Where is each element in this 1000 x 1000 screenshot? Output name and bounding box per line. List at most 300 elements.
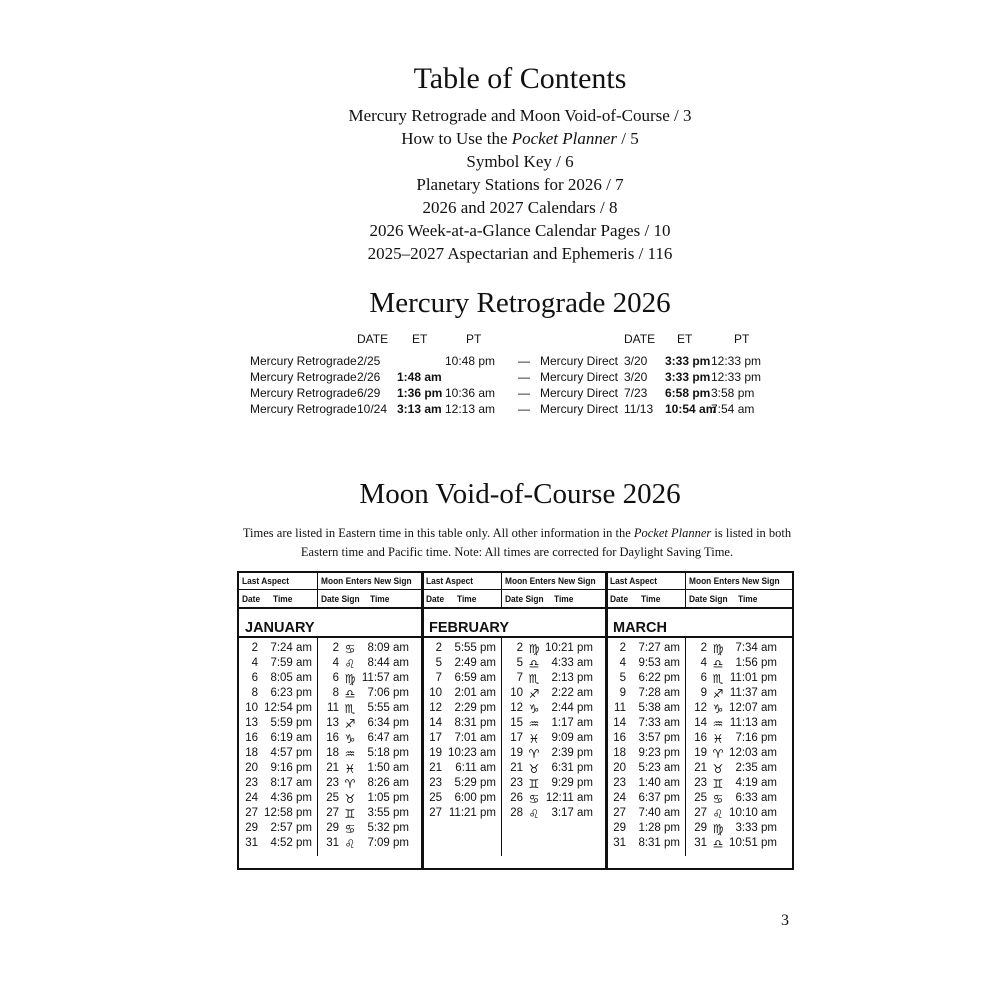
mercury-cell-r-date: 2/26 bbox=[357, 370, 381, 384]
header-subdivider bbox=[317, 573, 318, 607]
enter-time: 1:17 am bbox=[551, 717, 593, 729]
void-row bbox=[423, 792, 607, 807]
aspect-date: 6 bbox=[251, 672, 258, 684]
enter-date: 6 bbox=[332, 672, 339, 684]
enter-time: 3:55 pm bbox=[367, 807, 409, 819]
aspect-date: 14 bbox=[613, 717, 626, 729]
aspect-time: 2:01 am bbox=[454, 687, 496, 699]
header-divider bbox=[239, 607, 423, 609]
aspect-time: 2:49 am bbox=[454, 657, 496, 669]
aspect-date: 18 bbox=[613, 747, 626, 759]
void-row bbox=[239, 822, 423, 837]
sign-icon: ♋ bbox=[528, 792, 540, 806]
toc-item-text: How to Use the bbox=[401, 129, 512, 148]
toc-item bbox=[0, 196, 1000, 219]
mercury-cell-dash: — bbox=[518, 354, 530, 368]
void-row bbox=[239, 732, 423, 747]
sign-icon: ♎ bbox=[712, 837, 724, 851]
enter-time: 11:13 am bbox=[729, 717, 777, 729]
aspect-time: 5:59 pm bbox=[270, 717, 312, 729]
aspect-time: 5:29 pm bbox=[454, 777, 496, 789]
aspect-time: 5:38 am bbox=[638, 702, 680, 714]
header-moon-enters: Moon Enters New Sign bbox=[505, 576, 596, 587]
header-time2: Time bbox=[738, 594, 758, 605]
void-row bbox=[607, 657, 792, 672]
enter-date: 6 bbox=[700, 672, 707, 684]
moon-void-note bbox=[236, 524, 798, 562]
enter-date: 21 bbox=[694, 762, 707, 774]
aspect-date: 17 bbox=[429, 732, 442, 744]
aspect-date: 29 bbox=[245, 822, 258, 834]
void-row bbox=[239, 747, 423, 762]
sign-icon: ♍ bbox=[712, 642, 724, 656]
aspect-date: 27 bbox=[429, 807, 442, 819]
mercury-cell-dash: — bbox=[518, 370, 530, 384]
aspect-date: 25 bbox=[429, 792, 442, 804]
void-row bbox=[423, 762, 607, 777]
enter-date: 14 bbox=[694, 717, 707, 729]
sign-icon: ♒ bbox=[344, 747, 356, 761]
month-rows bbox=[607, 642, 792, 852]
aspect-date: 24 bbox=[613, 792, 626, 804]
header-time2: Time bbox=[554, 594, 574, 605]
void-row bbox=[239, 657, 423, 672]
sign-icon: ♑ bbox=[712, 702, 724, 716]
mercury-cell-d-et: 3:33 pm bbox=[665, 354, 711, 368]
moon-void-table bbox=[237, 571, 794, 870]
header-divider bbox=[607, 607, 792, 609]
sign-icon: ♑ bbox=[528, 702, 540, 716]
aspect-time: 1:28 pm bbox=[638, 822, 680, 834]
enter-date: 23 bbox=[326, 777, 339, 789]
enter-time: 8:09 am bbox=[367, 642, 409, 654]
enter-time: 9:09 am bbox=[551, 732, 593, 744]
toc-item bbox=[0, 173, 1000, 196]
sign-icon: ♒ bbox=[528, 717, 540, 731]
month-divider bbox=[423, 636, 607, 638]
enter-time: 12:03 am bbox=[729, 747, 777, 759]
header-date: Date bbox=[610, 594, 629, 605]
sign-icon: ♓ bbox=[712, 732, 724, 746]
mercury-cell-d-label: Mercury Direct bbox=[540, 354, 619, 368]
enter-date: 12 bbox=[510, 702, 523, 714]
aspect-time: 7:28 am bbox=[638, 687, 680, 699]
mercury-header-et: ET bbox=[412, 332, 428, 346]
aspect-time: 9:16 pm bbox=[270, 762, 312, 774]
mercury-cell-dash: — bbox=[518, 402, 530, 416]
sign-icon: ♌ bbox=[528, 807, 540, 821]
aspect-time: 8:31 pm bbox=[454, 717, 496, 729]
enter-date: 7 bbox=[516, 672, 523, 684]
enter-date: 19 bbox=[510, 747, 523, 759]
aspect-time: 9:23 pm bbox=[638, 747, 680, 759]
enter-time: 7:06 pm bbox=[367, 687, 409, 699]
header-subdivider bbox=[685, 573, 686, 607]
aspect-date: 16 bbox=[613, 732, 626, 744]
enter-time: 3:17 am bbox=[551, 807, 593, 819]
enter-time: 10:51 pm bbox=[729, 837, 777, 849]
header-divider bbox=[607, 589, 792, 590]
sign-icon: ♑ bbox=[344, 732, 356, 746]
mercury-header-date: DATE bbox=[624, 332, 656, 346]
aspect-date: 24 bbox=[245, 792, 258, 804]
enter-time: 12:07 am bbox=[729, 702, 777, 714]
enter-time: 1:05 pm bbox=[367, 792, 409, 804]
mercury-cell-r-label: Mercury Retrograde bbox=[250, 354, 357, 368]
header-last-aspect: Last Aspect bbox=[610, 576, 658, 587]
toc-item bbox=[0, 127, 1000, 150]
enter-time: 7:09 pm bbox=[367, 837, 409, 849]
enter-time: 11:01 pm bbox=[729, 672, 777, 684]
enter-time: 4:19 am bbox=[735, 777, 777, 789]
enter-time: 2:35 am bbox=[735, 762, 777, 774]
sign-icon: ♒ bbox=[712, 717, 724, 731]
aspect-date: 18 bbox=[245, 747, 258, 759]
aspect-time: 6:23 pm bbox=[270, 687, 312, 699]
aspect-time: 7:27 am bbox=[638, 642, 680, 654]
sign-icon: ♊ bbox=[344, 807, 356, 821]
mercury-header-pt: PT bbox=[734, 332, 750, 346]
aspect-time: 2:29 pm bbox=[454, 702, 496, 714]
aspect-date: 5 bbox=[435, 657, 442, 669]
aspect-date: 2 bbox=[435, 642, 442, 654]
enter-date: 29 bbox=[326, 822, 339, 834]
aspect-date: 19 bbox=[429, 747, 442, 759]
sign-icon: ♓ bbox=[528, 732, 540, 746]
enter-time: 12:11 am bbox=[545, 792, 593, 804]
enter-date: 31 bbox=[694, 837, 707, 849]
enter-time: 1:50 am bbox=[367, 762, 409, 774]
void-row bbox=[239, 792, 423, 807]
header-last-aspect: Last Aspect bbox=[426, 576, 474, 587]
enter-date: 9 bbox=[700, 687, 707, 699]
toc-item-text: 2025–2027 Aspectarian and Ephemeris / 116 bbox=[367, 244, 673, 263]
void-row bbox=[239, 642, 423, 657]
aspect-time: 6:37 pm bbox=[638, 792, 680, 804]
aspect-date: 13 bbox=[245, 717, 258, 729]
header-divider bbox=[423, 607, 607, 609]
mercury-cell-d-date: 7/23 bbox=[624, 386, 648, 400]
aspect-date: 4 bbox=[251, 657, 258, 669]
void-row bbox=[607, 762, 792, 777]
enter-time: 6:34 pm bbox=[367, 717, 409, 729]
toc-item bbox=[0, 104, 1000, 127]
mercury-cell-r-label: Mercury Retrograde bbox=[250, 386, 357, 400]
enter-date: 23 bbox=[510, 777, 523, 789]
header-time: Time bbox=[641, 594, 661, 605]
sign-icon: ♓ bbox=[344, 762, 356, 776]
mercury-retrograde-title: Mercury Retrograde 2026 bbox=[369, 287, 671, 319]
enter-date: 17 bbox=[510, 732, 523, 744]
month-rows bbox=[239, 642, 423, 852]
sign-icon: ♉ bbox=[712, 762, 724, 776]
aspect-date: 12 bbox=[429, 702, 442, 714]
aspect-time: 9:53 am bbox=[638, 657, 680, 669]
aspect-date: 23 bbox=[613, 777, 626, 789]
void-row bbox=[423, 807, 607, 822]
aspect-date: 21 bbox=[429, 762, 442, 774]
sign-icon: ♋ bbox=[712, 792, 724, 806]
mercury-cell-r-pt: 12:13 am bbox=[445, 402, 496, 416]
sign-icon: ♋ bbox=[344, 822, 356, 836]
enter-time: 1:56 pm bbox=[735, 657, 777, 669]
enter-time: 8:26 am bbox=[367, 777, 409, 789]
header-time: Time bbox=[457, 594, 477, 605]
header-moon-enters: Moon Enters New Sign bbox=[321, 576, 412, 587]
toc-item-text: Planetary Stations for 2026 / 7 bbox=[416, 175, 624, 194]
void-row bbox=[423, 732, 607, 747]
aspect-time: 4:52 pm bbox=[270, 837, 312, 849]
sign-icon: ♉ bbox=[528, 762, 540, 776]
header-date: Date bbox=[426, 594, 445, 605]
aspect-time: 11:21 pm bbox=[448, 807, 496, 819]
enter-time: 6:33 am bbox=[735, 792, 777, 804]
mercury-cell-d-pt: 12:33 pm bbox=[711, 354, 762, 368]
enter-time: 6:47 am bbox=[367, 732, 409, 744]
mercury-header-date: DATE bbox=[357, 332, 389, 346]
header-subdivider bbox=[501, 573, 502, 607]
aspect-date: 2 bbox=[619, 642, 626, 654]
aspect-date: 31 bbox=[613, 837, 626, 849]
enter-date: 25 bbox=[326, 792, 339, 804]
sign-icon: ♈ bbox=[712, 747, 724, 761]
month-name: FEBRUARY bbox=[429, 620, 510, 636]
toc-title: Table of Contents bbox=[413, 62, 627, 95]
enter-time: 2:44 pm bbox=[551, 702, 593, 714]
sign-icon: ♏ bbox=[344, 702, 356, 716]
aspect-time: 5:23 am bbox=[638, 762, 680, 774]
void-row bbox=[607, 672, 792, 687]
month-column bbox=[607, 573, 792, 868]
mercury-cell-d-date: 3/20 bbox=[624, 370, 648, 384]
enter-date: 26 bbox=[510, 792, 523, 804]
void-row bbox=[607, 717, 792, 732]
enter-time: 11:57 am bbox=[361, 672, 409, 684]
header-date-sign: Date Sign bbox=[689, 594, 728, 605]
month-divider bbox=[607, 636, 792, 638]
enter-date: 13 bbox=[326, 717, 339, 729]
void-row bbox=[239, 762, 423, 777]
enter-date: 8 bbox=[332, 687, 339, 699]
void-row bbox=[607, 687, 792, 702]
aspect-date: 7 bbox=[435, 672, 442, 684]
mercury-cell-r-et: 3:13 am bbox=[397, 402, 442, 416]
enter-date: 21 bbox=[510, 762, 523, 774]
void-row bbox=[607, 747, 792, 762]
void-row bbox=[607, 822, 792, 837]
enter-date: 16 bbox=[326, 732, 339, 744]
header-divider bbox=[423, 589, 607, 590]
enter-date: 27 bbox=[326, 807, 339, 819]
void-row bbox=[607, 642, 792, 657]
aspect-time: 8:31 pm bbox=[638, 837, 680, 849]
aspect-time: 12:54 pm bbox=[264, 702, 312, 714]
note-text-2: is listed in both Eastern time and Pacific time. Note: All times are corrected for Daylight Saving Time. bbox=[300, 526, 792, 559]
sign-icon: ♐ bbox=[712, 687, 724, 701]
aspect-time: 6:19 am bbox=[270, 732, 312, 744]
toc-item-text: Symbol Key / 6 bbox=[466, 152, 574, 171]
enter-date: 11 bbox=[327, 702, 339, 714]
mercury-cell-d-et: 3:33 pm bbox=[665, 370, 711, 384]
month-column bbox=[423, 573, 607, 868]
toc-item-italic: Pocket Planner bbox=[511, 129, 617, 148]
header-date: Date bbox=[242, 594, 261, 605]
aspect-date: 20 bbox=[245, 762, 258, 774]
aspect-date: 27 bbox=[245, 807, 258, 819]
month-rows bbox=[423, 642, 607, 822]
enter-date: 2 bbox=[700, 642, 707, 654]
aspect-date: 27 bbox=[613, 807, 626, 819]
sign-icon: ♍ bbox=[528, 642, 540, 656]
month-name: JANUARY bbox=[245, 620, 315, 636]
mercury-cell-r-date: 6/29 bbox=[357, 386, 381, 400]
enter-time: 7:34 am bbox=[735, 642, 777, 654]
mercury-cell-d-et: 10:54 am bbox=[665, 402, 717, 416]
enter-date: 4 bbox=[332, 657, 339, 669]
void-row bbox=[423, 657, 607, 672]
header-date-sign: Date Sign bbox=[321, 594, 360, 605]
sign-icon: ♉ bbox=[344, 792, 356, 806]
aspect-time: 12:58 pm bbox=[264, 807, 312, 819]
void-row bbox=[423, 672, 607, 687]
aspect-date: 10 bbox=[429, 687, 442, 699]
aspect-time: 6:11 am bbox=[455, 762, 496, 774]
month-name: MARCH bbox=[613, 620, 667, 636]
aspect-date: 9 bbox=[619, 687, 626, 699]
enter-date: 18 bbox=[326, 747, 339, 759]
mercury-cell-dash: — bbox=[518, 386, 530, 400]
enter-date: 19 bbox=[694, 747, 707, 759]
moon-void-title: Moon Void-of-Course 2026 bbox=[359, 478, 681, 510]
toc-item-text: Mercury Retrograde and Moon Void-of-Course / 3 bbox=[348, 106, 692, 125]
void-row bbox=[607, 807, 792, 822]
void-row bbox=[607, 732, 792, 747]
aspect-time: 8:17 am bbox=[270, 777, 312, 789]
void-row bbox=[423, 717, 607, 732]
sign-icon: ♌ bbox=[344, 837, 356, 851]
header-divider bbox=[239, 589, 423, 590]
mercury-cell-d-pt: 3:58 pm bbox=[711, 386, 755, 400]
mercury-cell-d-date: 3/20 bbox=[624, 354, 648, 368]
header-last-aspect: Last Aspect bbox=[242, 576, 290, 587]
sign-icon: ♌ bbox=[712, 807, 724, 821]
aspect-time: 7:24 am bbox=[270, 642, 312, 654]
enter-date: 4 bbox=[700, 657, 707, 669]
mercury-cell-d-pt: 12:33 pm bbox=[711, 370, 762, 384]
sign-icon: ♊ bbox=[712, 777, 724, 791]
toc-item-page: / 5 bbox=[617, 129, 639, 148]
enter-time: 7:16 pm bbox=[735, 732, 777, 744]
mercury-cell-r-date: 2/25 bbox=[357, 354, 381, 368]
enter-date: 31 bbox=[326, 837, 339, 849]
enter-time: 3:33 pm bbox=[735, 822, 777, 834]
enter-date: 28 bbox=[510, 807, 523, 819]
toc-item-text: 2026 and 2027 Calendars / 8 bbox=[422, 198, 618, 217]
enter-time: 2:39 pm bbox=[551, 747, 593, 759]
toc-item-text: 2026 Week-at-a-Glance Calendar Pages / 10 bbox=[369, 221, 671, 240]
enter-date: 12 bbox=[694, 702, 707, 714]
mercury-cell-r-label: Mercury Retrograde bbox=[250, 370, 357, 384]
enter-date: 16 bbox=[694, 732, 707, 744]
aspect-date: 31 bbox=[245, 837, 258, 849]
enter-time: 5:32 pm bbox=[367, 822, 409, 834]
page-number: 3 bbox=[781, 912, 789, 929]
header-moon-enters: Moon Enters New Sign bbox=[689, 576, 780, 587]
void-row bbox=[239, 807, 423, 822]
aspect-date: 23 bbox=[429, 777, 442, 789]
toc-item bbox=[0, 150, 1000, 173]
header-time: Time bbox=[273, 594, 293, 605]
sign-icon: ♌ bbox=[344, 657, 356, 671]
enter-time: 10:21 pm bbox=[545, 642, 593, 654]
aspect-time: 7:01 am bbox=[454, 732, 496, 744]
aspect-time: 6:00 pm bbox=[454, 792, 496, 804]
enter-date: 23 bbox=[694, 777, 707, 789]
void-row bbox=[239, 777, 423, 792]
aspect-time: 4:57 pm bbox=[270, 747, 312, 759]
enter-date: 29 bbox=[694, 822, 707, 834]
mercury-cell-r-date: 10/24 bbox=[357, 402, 388, 416]
note-italic: Pocket Planner bbox=[633, 526, 712, 540]
sign-icon: ♎ bbox=[344, 687, 356, 701]
enter-time: 2:22 am bbox=[551, 687, 593, 699]
sign-icon: ♍ bbox=[712, 822, 724, 836]
sign-icon: ♊ bbox=[528, 777, 540, 791]
enter-date: 15 bbox=[510, 717, 523, 729]
sign-icon: ♏ bbox=[528, 672, 540, 686]
void-row bbox=[607, 837, 792, 852]
aspect-time: 3:57 pm bbox=[638, 732, 680, 744]
enter-date: 2 bbox=[332, 642, 339, 654]
sign-icon: ♎ bbox=[528, 657, 540, 671]
void-row bbox=[607, 792, 792, 807]
mercury-cell-r-label: Mercury Retrograde bbox=[250, 402, 357, 416]
enter-time: 8:44 am bbox=[367, 657, 409, 669]
enter-time: 5:18 pm bbox=[367, 747, 409, 759]
sign-icon: ♋ bbox=[344, 642, 356, 656]
sign-icon: ♐ bbox=[344, 717, 356, 731]
enter-time: 11:37 am bbox=[729, 687, 777, 699]
aspect-time: 2:57 pm bbox=[270, 822, 312, 834]
aspect-date: 11 bbox=[614, 702, 626, 714]
aspect-time: 7:33 am bbox=[638, 717, 680, 729]
void-row bbox=[607, 702, 792, 717]
mercury-header-pt: PT bbox=[466, 332, 482, 346]
sign-icon: ♐ bbox=[528, 687, 540, 701]
sign-icon: ♍ bbox=[344, 672, 356, 686]
aspect-time: 4:36 pm bbox=[270, 792, 312, 804]
aspect-date: 14 bbox=[429, 717, 442, 729]
aspect-date: 4 bbox=[619, 657, 626, 669]
mercury-cell-r-pt: 10:36 am bbox=[445, 386, 496, 400]
enter-time: 5:55 am bbox=[367, 702, 409, 714]
sign-icon: ♎ bbox=[712, 657, 724, 671]
aspect-time: 10:23 am bbox=[448, 747, 496, 759]
enter-time: 10:10 am bbox=[729, 807, 777, 819]
enter-date: 5 bbox=[516, 657, 523, 669]
enter-date: 2 bbox=[516, 642, 523, 654]
void-row bbox=[239, 717, 423, 732]
enter-time: 9:29 pm bbox=[551, 777, 593, 789]
void-row bbox=[423, 687, 607, 702]
void-row bbox=[607, 777, 792, 792]
toc-item bbox=[0, 242, 1000, 265]
month-column bbox=[239, 573, 423, 868]
mercury-cell-d-label: Mercury Direct bbox=[540, 386, 619, 400]
void-row bbox=[423, 777, 607, 792]
enter-date: 10 bbox=[510, 687, 523, 699]
aspect-time: 7:59 am bbox=[270, 657, 312, 669]
